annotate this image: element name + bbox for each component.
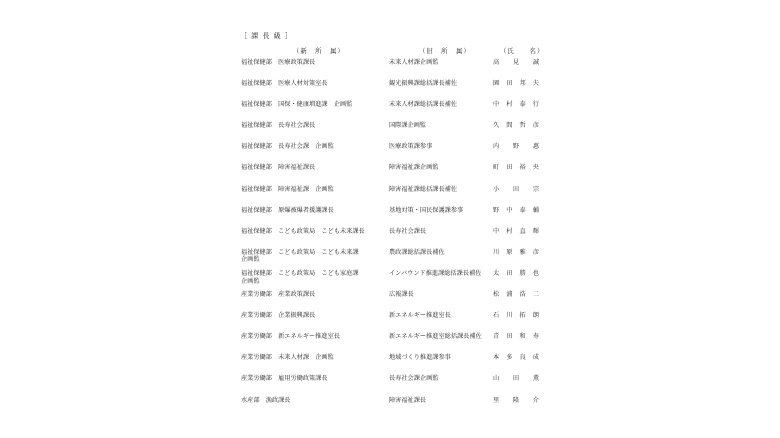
name-char: 田 bbox=[506, 269, 513, 277]
name-char: 田 bbox=[506, 333, 513, 341]
list-item bbox=[0, 225, 780, 246]
name-char: 中 bbox=[506, 206, 513, 214]
old-post: 新エネルギー推進室総括課長補佐 bbox=[389, 333, 482, 341]
list-item bbox=[0, 56, 780, 77]
name-char: 間 bbox=[506, 122, 513, 130]
old-post: 障害福祉課企画監 bbox=[389, 164, 439, 172]
name-char: 中 bbox=[493, 101, 500, 109]
name-char: 野 bbox=[493, 206, 500, 214]
list-item bbox=[0, 183, 780, 204]
person-name bbox=[493, 228, 539, 236]
list-item bbox=[0, 351, 780, 372]
person-name bbox=[493, 333, 539, 341]
old-post: 障害福祉課長 bbox=[389, 396, 427, 404]
name-char: 介 bbox=[532, 396, 539, 404]
list-item bbox=[0, 246, 780, 267]
name-char: 小 bbox=[493, 185, 500, 193]
name-char: 原 bbox=[506, 248, 513, 256]
list-item bbox=[0, 204, 780, 225]
person-name bbox=[493, 143, 539, 151]
person-name bbox=[493, 354, 539, 362]
person-name bbox=[493, 249, 539, 257]
name-char: 本 bbox=[493, 354, 500, 362]
old-post: 未来人材課企画監 bbox=[389, 59, 439, 66]
person-name bbox=[493, 207, 539, 215]
name-char: 寿 bbox=[532, 333, 539, 341]
name-char: 央 bbox=[532, 164, 539, 172]
name-char: 多 bbox=[506, 354, 513, 362]
old-post: 基地対策・国民保護課参事 bbox=[389, 206, 464, 214]
new-post: 福祉保健部 国保・健康増進課 企画監 bbox=[241, 101, 353, 109]
name-char: 宗 bbox=[532, 185, 539, 193]
name-char: 田 bbox=[512, 375, 520, 383]
list-item bbox=[0, 140, 780, 161]
old-post: 障害福祉課総括課長補佐 bbox=[389, 185, 458, 193]
person-name bbox=[493, 186, 539, 194]
personnel-list bbox=[0, 56, 780, 415]
old-post: 観光振興課総括課長補佐 bbox=[389, 80, 458, 88]
old-post: 地域づくり推進課参事 bbox=[389, 354, 451, 362]
list-item bbox=[0, 98, 780, 119]
old-post: 未来人材課総括課長補佐 bbox=[389, 101, 458, 109]
person-name bbox=[493, 375, 539, 383]
name-char: 行 bbox=[532, 101, 539, 109]
list-item bbox=[0, 330, 780, 351]
list-item bbox=[0, 309, 780, 330]
new-post: 福祉保健部 原爆被爆者援護課長 bbox=[241, 206, 334, 214]
new-post: 福祉保健部 医療政策課長 bbox=[241, 59, 316, 66]
name-char: 也 bbox=[532, 269, 539, 277]
name-char: 輝 bbox=[532, 227, 539, 235]
new-post: 産業労働部 企業振興課長 bbox=[241, 312, 316, 320]
old-post: 新エネルギー推進室長 bbox=[389, 312, 451, 320]
name-char: 見 bbox=[512, 59, 520, 66]
new-post: 産業労働部 未来人材課 企画監 bbox=[241, 354, 334, 362]
name-char: 里 bbox=[493, 396, 500, 404]
name-char: 石 bbox=[493, 312, 500, 320]
name-char: 邦 bbox=[519, 80, 526, 88]
new-post: 福祉保健部 長寿社会課長 bbox=[241, 122, 316, 130]
old-post: 農政課総括課長補佐 bbox=[389, 248, 445, 256]
name-char: 良 bbox=[519, 354, 526, 362]
name-char: 直 bbox=[519, 227, 526, 235]
name-char: 誠 bbox=[532, 59, 539, 66]
header-name: （氏 名） bbox=[500, 47, 545, 55]
list-item bbox=[0, 161, 780, 182]
new-post: 福祉保健部 障害福祉課 企画監 bbox=[241, 185, 334, 193]
list-item bbox=[0, 394, 780, 415]
person-name bbox=[493, 59, 539, 67]
name-char: 久 bbox=[493, 122, 500, 130]
name-char: 田 bbox=[512, 185, 520, 193]
name-char: 和 bbox=[519, 333, 526, 341]
new-post: 福祉保健部 こども政策局 こども未来課 企画監 bbox=[241, 248, 359, 264]
old-post: インバウンド推進課総括課長補佐 bbox=[389, 269, 482, 277]
name-char: 哲 bbox=[519, 122, 526, 130]
name-char: 彦 bbox=[532, 122, 539, 130]
name-char: 内 bbox=[493, 143, 500, 151]
list-item bbox=[0, 119, 780, 140]
name-char: 川 bbox=[493, 248, 500, 256]
name-char: 勝 bbox=[519, 269, 526, 277]
name-char: 町 bbox=[493, 164, 500, 172]
name-char: 太 bbox=[493, 269, 500, 277]
name-char: 惠 bbox=[532, 143, 539, 151]
name-char: 村 bbox=[506, 101, 513, 109]
name-char: 松 bbox=[493, 291, 500, 299]
name-char: 泰 bbox=[519, 206, 526, 214]
name-char: 園 bbox=[493, 80, 500, 88]
name-char: 田 bbox=[506, 80, 513, 88]
name-char: 隆 bbox=[512, 396, 520, 404]
name-char: 泰 bbox=[519, 101, 526, 109]
name-char: 裕 bbox=[519, 164, 526, 172]
person-name bbox=[493, 164, 539, 172]
name-char: 青 bbox=[493, 333, 500, 341]
name-char: 浩 bbox=[519, 291, 526, 299]
old-post: 医療政策課参事 bbox=[389, 143, 433, 151]
new-post: 産業労働部 雇用労働政策課長 bbox=[241, 375, 328, 383]
new-post: 福祉保健部 長寿社会課 企画監 bbox=[241, 143, 334, 151]
name-char: 雅 bbox=[519, 248, 526, 256]
name-char: 二 bbox=[532, 291, 539, 299]
name-char: 拓 bbox=[519, 312, 526, 320]
person-name bbox=[493, 312, 539, 320]
name-char: 野 bbox=[512, 143, 520, 151]
old-post: 国際課企画監 bbox=[389, 122, 427, 130]
header-new-post: （新 所 属） bbox=[293, 47, 345, 55]
name-char: 夫 bbox=[532, 80, 539, 88]
old-post: 長寿社会課長 bbox=[389, 227, 427, 235]
old-post: 長寿社会課企画監 bbox=[389, 375, 439, 383]
list-item bbox=[0, 77, 780, 98]
new-post: 産業労働部 新エネルギー推進室長 bbox=[241, 333, 340, 341]
new-post: 福祉保健部 こども政策局 こども未来課長 bbox=[241, 227, 365, 235]
person-name bbox=[493, 122, 539, 130]
new-post: 福祉保健部 こども政策局 こども家庭課 企画監 bbox=[241, 269, 359, 285]
person-name bbox=[493, 270, 539, 278]
person-name bbox=[493, 80, 539, 88]
old-post: 広報課長 bbox=[389, 291, 414, 299]
name-char: 薫 bbox=[532, 375, 539, 383]
list-item bbox=[0, 267, 780, 288]
new-post: 産業労働部 産業政策課長 bbox=[241, 291, 316, 299]
name-char: 田 bbox=[506, 164, 513, 172]
name-char: 村 bbox=[506, 227, 513, 235]
new-post: 水産部 漁政課長 bbox=[241, 396, 291, 404]
name-char: 山 bbox=[493, 375, 500, 383]
list-item bbox=[0, 372, 780, 393]
name-char: 朗 bbox=[532, 312, 539, 320]
name-char: 中 bbox=[493, 227, 500, 235]
section-title: ［ 課 長 級 ］ bbox=[240, 32, 293, 40]
name-char: 川 bbox=[506, 312, 513, 320]
name-char: 輔 bbox=[532, 206, 539, 214]
person-name bbox=[493, 101, 539, 109]
header-old-post: （旧 所 属） bbox=[419, 47, 471, 55]
new-post: 福祉保健部 障害福祉課長 bbox=[241, 164, 316, 172]
name-char: 高 bbox=[493, 59, 500, 66]
new-post: 福祉保健部 医療人材対策室長 bbox=[241, 80, 328, 88]
person-name bbox=[493, 291, 539, 299]
name-char: 浦 bbox=[506, 291, 513, 299]
person-name bbox=[493, 397, 539, 405]
list-item bbox=[0, 288, 780, 309]
name-char: 成 bbox=[532, 354, 539, 362]
name-char: 彦 bbox=[532, 248, 539, 256]
